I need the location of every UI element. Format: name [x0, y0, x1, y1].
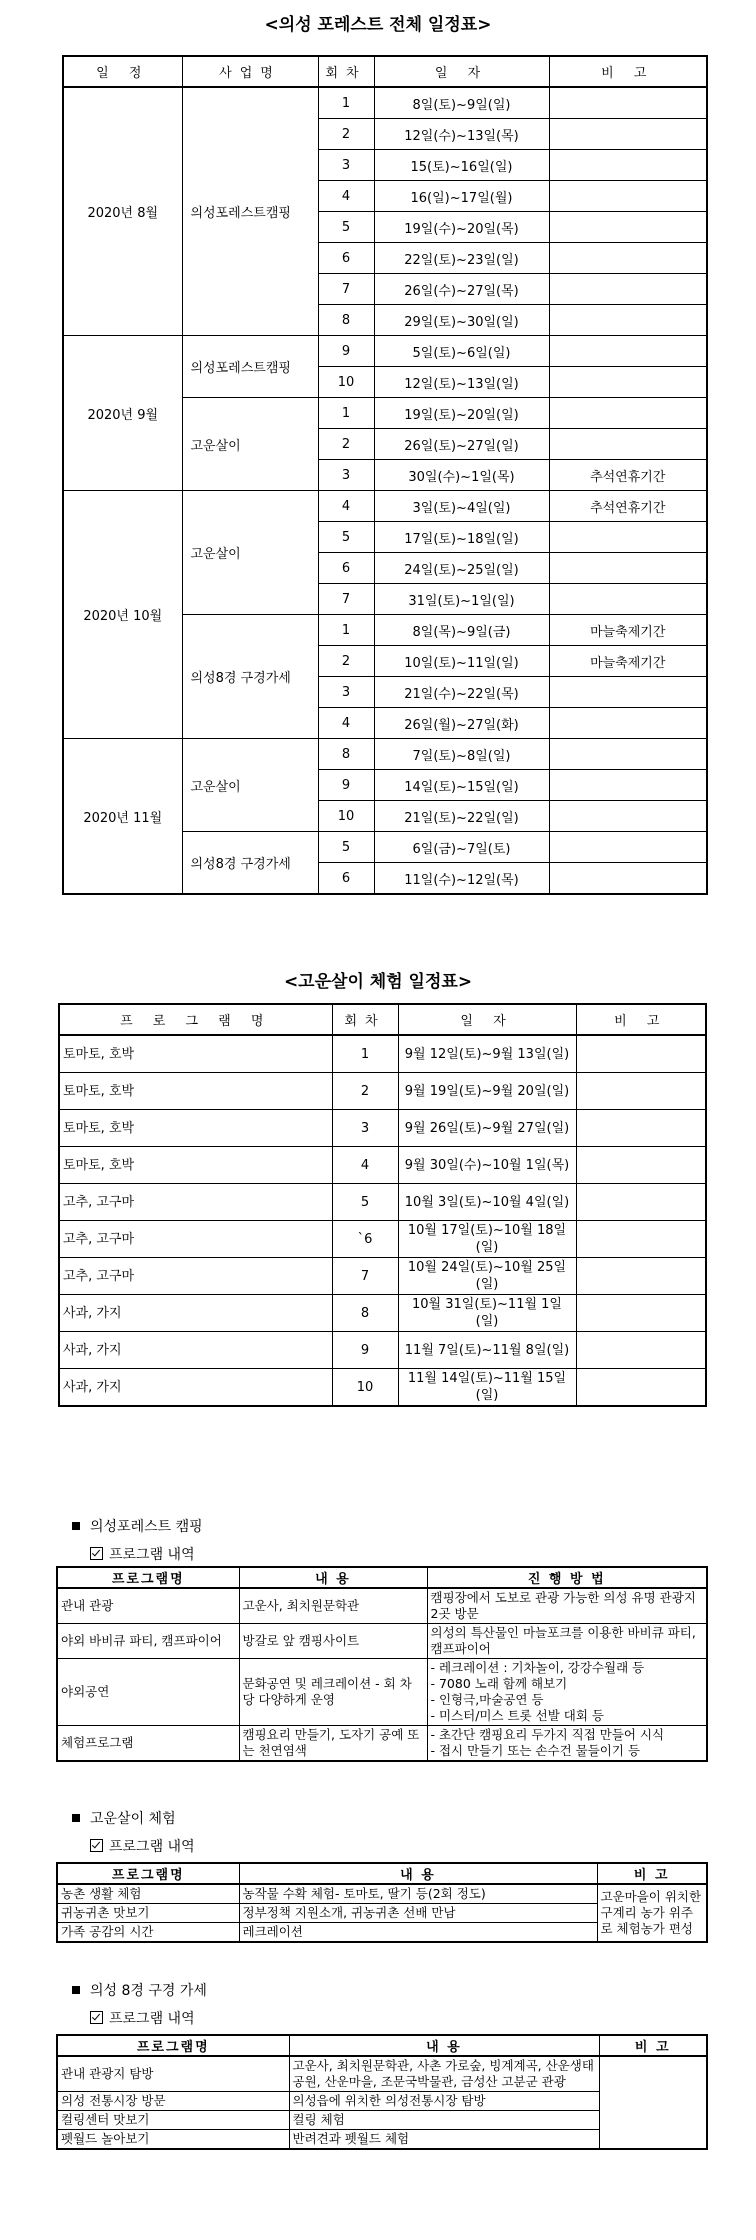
date-cell: 9월 30일(수)~10월 1일(목)	[398, 1147, 576, 1184]
table-row	[63, 87, 707, 119]
date-cell: 24일(토)~25일(일)	[374, 553, 549, 584]
note-cell	[549, 739, 707, 770]
note-cell	[576, 1073, 706, 1110]
round-cell: 1	[318, 398, 374, 429]
program-name-cell: 관내 관광지 탐방	[57, 2056, 289, 2092]
table-header-row	[63, 56, 707, 87]
schedule-goun-title: <고운살이 체험 일정표>	[283, 972, 473, 992]
method-cell: - 레크레이션 : 기차놀이, 강강수월래 등 - 7080 노래 함께 해보기 - 인형극,마술공연 등 - 미스터/미스 트롯 선발 대회 등	[427, 1659, 707, 1726]
schedule-all-title: <의성 포레스트 전체 일정표>	[264, 15, 492, 35]
column-header: 내 용	[239, 1567, 427, 1588]
date-cell: 19일(토)~20일(일)	[374, 398, 549, 429]
note-cell	[576, 1221, 706, 1258]
round-cell: 3	[318, 150, 374, 181]
date-cell: 16(일)~17일(월)	[374, 181, 549, 212]
content-cell: 방갈로 앞 캠핑사이트	[239, 1624, 427, 1659]
date-cell: 10일(토)~11일(일)	[374, 646, 549, 677]
note-cell	[576, 1184, 706, 1221]
date-cell: 22일(토)~23일(일)	[374, 243, 549, 274]
table-row	[57, 1884, 707, 1904]
table-row	[57, 1588, 707, 1624]
note-cell	[576, 1110, 706, 1147]
program-cell: 의성포레스트캠핑	[182, 336, 318, 398]
eight-heading: 의성 8경 구경 가세	[72, 1980, 207, 2000]
date-cell: 9월 12일(토)~9월 13일(일)	[398, 1035, 576, 1073]
date-cell: 21일(수)~22일(목)	[374, 677, 549, 708]
column-header: 비 고	[576, 1004, 706, 1035]
note-cell	[549, 522, 707, 553]
content-cell: 반려견과 펫월드 체험	[289, 2130, 599, 2150]
date-cell: 10월 17일(토)~10월 18일(일)	[398, 1221, 576, 1258]
program-cell: 고운살이	[182, 491, 318, 615]
table-row	[63, 491, 707, 522]
bullet-icon	[72, 1986, 80, 1994]
note-cell	[576, 1035, 706, 1073]
program-cell: 사과, 가지	[59, 1295, 332, 1332]
schedule-all-table	[62, 55, 708, 895]
note-cell	[576, 1369, 706, 1407]
checkbox-icon	[90, 1839, 103, 1852]
round-cell: 9	[318, 336, 374, 367]
note-cell	[599, 2056, 707, 2149]
note-cell	[549, 336, 707, 367]
column-header: 진 행 방 법	[427, 1567, 707, 1588]
table-header-row	[57, 2035, 707, 2056]
column-header: 일 정	[63, 56, 182, 87]
round-cell: 9	[332, 1332, 398, 1369]
date-cell: 17일(토)~18일(일)	[374, 522, 549, 553]
round-cell: 1	[332, 1035, 398, 1073]
round-cell: `6	[332, 1221, 398, 1258]
round-cell: 6	[318, 243, 374, 274]
column-header: 내 용	[239, 1863, 597, 1884]
program-cell: 고추, 고구마	[59, 1258, 332, 1295]
round-cell: 3	[318, 460, 374, 491]
program-cell: 의성포레스트캠핑	[182, 87, 318, 336]
method-cell: - 초간단 캠핑요리 두가지 직접 만들어 시식 - 접시 만들기 또는 손수건 물들이기 등	[427, 1726, 707, 1762]
program-cell: 의성8경 구경가세	[182, 615, 318, 739]
note-cell	[549, 181, 707, 212]
program-cell: 고운살이	[182, 398, 318, 491]
note-cell	[549, 274, 707, 305]
note-cell	[549, 398, 707, 429]
round-cell: 8	[318, 305, 374, 336]
round-cell: 3	[318, 677, 374, 708]
note-cell	[549, 708, 707, 739]
note-cell: 마늘축제기간	[549, 646, 707, 677]
note-cell	[549, 863, 707, 895]
note-cell	[549, 212, 707, 243]
camping-subheading: 프로그램 내역	[90, 1544, 195, 1564]
table-row	[57, 1659, 707, 1726]
round-cell: 4	[332, 1147, 398, 1184]
table-row	[57, 2056, 707, 2092]
program-cell: 고추, 고구마	[59, 1184, 332, 1221]
eight-table	[56, 2034, 708, 2150]
note-cell	[549, 584, 707, 615]
date-cell: 10월 24일(토)~10월 25일(일)	[398, 1258, 576, 1295]
program-cell: 토마토, 호박	[59, 1035, 332, 1073]
date-cell: 26일(토)~27일(일)	[374, 429, 549, 460]
date-cell: 6일(금)~7일(토)	[374, 832, 549, 863]
column-header: 내 용	[289, 2035, 599, 2056]
column-header: 프로그램명	[57, 2035, 289, 2056]
column-header: 회차	[332, 1004, 398, 1035]
program-cell: 토마토, 호박	[59, 1110, 332, 1147]
table-row	[59, 1258, 706, 1295]
date-cell: 9월 26일(토)~9월 27일(일)	[398, 1110, 576, 1147]
note-cell	[576, 1258, 706, 1295]
round-cell: 5	[318, 212, 374, 243]
round-cell: 1	[318, 615, 374, 646]
column-header: 프 로 그 램 명	[59, 1004, 332, 1035]
note-cell: 추석연휴기간	[549, 460, 707, 491]
column-header: 프로그램명	[57, 1863, 239, 1884]
note-cell	[576, 1295, 706, 1332]
round-cell: 4	[318, 708, 374, 739]
content-cell: 고운사, 최치원문학관, 사촌 가로숲, 빙계계곡, 산운생태공원, 산운마을, 조문국박물관, 금성산 고분군 관광	[289, 2056, 599, 2092]
round-cell: 2	[318, 119, 374, 150]
round-cell: 5	[318, 522, 374, 553]
round-cell: 10	[318, 367, 374, 398]
program-name-cell: 가족 공감의 시간	[57, 1923, 239, 1943]
checkbox-icon	[90, 2011, 103, 2024]
round-cell: 5	[318, 832, 374, 863]
round-cell: 4	[318, 491, 374, 522]
date-cell: 10월 31일(토)~11월 1일(일)	[398, 1295, 576, 1332]
date-cell: 8일(토)~9일(일)	[374, 87, 549, 119]
date-cell: 11월 14일(토)~11월 15일(일)	[398, 1369, 576, 1407]
program-name-cell: 펫월드 놀아보기	[57, 2130, 289, 2150]
program-cell: 사과, 가지	[59, 1369, 332, 1407]
bullet-icon	[72, 1814, 80, 1822]
table-row	[59, 1295, 706, 1332]
note-cell	[549, 677, 707, 708]
note-cell	[549, 305, 707, 336]
program-cell: 사과, 가지	[59, 1332, 332, 1369]
camping-heading: 의성포레스트 캠핑	[72, 1516, 203, 1536]
method-cell: 캠핑장에서 도보로 관광 가능한 의성 유명 관광지 2곳 방문	[427, 1588, 707, 1624]
note-cell	[549, 150, 707, 181]
column-header: 일 자	[374, 56, 549, 87]
round-cell: 7	[332, 1258, 398, 1295]
checkbox-icon	[90, 1547, 103, 1560]
date-cell: 3일(토)~4일(일)	[374, 491, 549, 522]
month-cell: 2020년 8월	[63, 87, 182, 336]
date-cell: 12일(토)~13일(일)	[374, 367, 549, 398]
table-row	[59, 1110, 706, 1147]
round-cell: 10	[332, 1369, 398, 1407]
schedule-goun-table	[58, 1003, 707, 1407]
content-cell: 농작물 수확 체험- 토마토, 딸기 등(2회 정도)	[239, 1884, 597, 1904]
program-name-cell: 야외공연	[57, 1659, 239, 1726]
round-cell: 6	[318, 863, 374, 895]
program-cell: 고운살이	[182, 739, 318, 832]
date-cell: 14일(토)~15일(일)	[374, 770, 549, 801]
table-row	[63, 336, 707, 367]
program-cell: 고추, 고구마	[59, 1221, 332, 1258]
content-cell: 고운사, 최치원문학관	[239, 1588, 427, 1624]
program-name-cell: 체험프로그램	[57, 1726, 239, 1762]
table-row	[59, 1184, 706, 1221]
program-cell: 토마토, 호박	[59, 1147, 332, 1184]
date-cell: 5일(토)~6일(일)	[374, 336, 549, 367]
note-cell	[549, 87, 707, 119]
program-name-cell: 관내 관광	[57, 1588, 239, 1624]
month-cell: 2020년 11월	[63, 739, 182, 895]
method-cell: 의성의 특산물인 마늘포크를 이용한 바비큐 파티, 캠프파이어	[427, 1624, 707, 1659]
camping-table	[56, 1566, 708, 1762]
round-cell: 2	[318, 646, 374, 677]
table-row	[59, 1147, 706, 1184]
column-header: 비 고	[549, 56, 707, 87]
date-cell: 21일(토)~22일(일)	[374, 801, 549, 832]
round-cell: 3	[332, 1110, 398, 1147]
table-row	[57, 1624, 707, 1659]
table-header-row	[57, 1567, 707, 1588]
round-cell: 5	[332, 1184, 398, 1221]
round-cell: 1	[318, 87, 374, 119]
round-cell: 2	[332, 1073, 398, 1110]
table-header-row	[59, 1004, 706, 1035]
content-cell: 컬링 체험	[289, 2111, 599, 2130]
note-cell	[549, 832, 707, 863]
goun-subheading: 프로그램 내역	[90, 1836, 195, 1856]
round-cell: 6	[318, 553, 374, 584]
content-cell: 문화공연 및 레크레이션 - 회 차당 다양하게 운영	[239, 1659, 427, 1726]
round-cell: 10	[318, 801, 374, 832]
date-cell: 31일(토)~1일(일)	[374, 584, 549, 615]
goun-heading: 고운살이 체험	[72, 1808, 176, 1828]
round-cell: 8	[332, 1295, 398, 1332]
date-cell: 15(토)~16일(일)	[374, 150, 549, 181]
month-cell: 2020년 10월	[63, 491, 182, 739]
note-cell	[549, 429, 707, 460]
date-cell: 11일(수)~12일(목)	[374, 863, 549, 895]
note-cell	[549, 367, 707, 398]
table-row	[59, 1073, 706, 1110]
program-name-cell: 귀농귀촌 맛보기	[57, 1904, 239, 1923]
table-header-row	[57, 1863, 707, 1884]
table-row	[59, 1035, 706, 1073]
date-cell: 26일(수)~27일(목)	[374, 274, 549, 305]
note-cell: 마늘축제기간	[549, 615, 707, 646]
note-cell	[549, 770, 707, 801]
round-cell: 4	[318, 181, 374, 212]
column-header: 프로그램명	[57, 1567, 239, 1588]
table-row	[59, 1221, 706, 1258]
program-name-cell: 야외 바비큐 파티, 캠프파이어	[57, 1624, 239, 1659]
note-cell: 고운마을이 위치한 구계리 농가 위주로 체험농가 편성	[597, 1884, 707, 1942]
date-cell: 9월 19일(토)~9월 20일(일)	[398, 1073, 576, 1110]
content-cell: 의성읍에 위치한 의성전통시장 탐방	[289, 2092, 599, 2111]
table-row	[59, 1332, 706, 1369]
round-cell: 7	[318, 584, 374, 615]
program-cell: 의성8경 구경가세	[182, 832, 318, 895]
note-cell	[549, 119, 707, 150]
date-cell: 29일(토)~30일(일)	[374, 305, 549, 336]
content-cell: 정부정책 지원소개, 귀농귀촌 선배 만남	[239, 1904, 597, 1923]
goun-table	[56, 1862, 708, 1943]
date-cell: 10월 3일(토)~10월 4일(일)	[398, 1184, 576, 1221]
bullet-icon	[72, 1522, 80, 1530]
round-cell: 7	[318, 274, 374, 305]
table-row	[63, 739, 707, 770]
date-cell: 11월 7일(토)~11월 8일(일)	[398, 1332, 576, 1369]
column-header: 일 자	[398, 1004, 576, 1035]
note-cell	[549, 243, 707, 274]
note-cell	[576, 1332, 706, 1369]
program-name-cell: 컬링센터 맛보기	[57, 2111, 289, 2130]
column-header: 비 고	[599, 2035, 707, 2056]
program-name-cell: 의성 전통시장 방문	[57, 2092, 289, 2111]
round-cell: 2	[318, 429, 374, 460]
round-cell: 8	[318, 739, 374, 770]
table-row	[57, 1726, 707, 1762]
date-cell: 26일(월)~27일(화)	[374, 708, 549, 739]
month-cell: 2020년 9월	[63, 336, 182, 491]
table-row	[59, 1369, 706, 1407]
round-cell: 9	[318, 770, 374, 801]
date-cell: 12일(수)~13일(목)	[374, 119, 549, 150]
note-cell	[549, 801, 707, 832]
content-cell: 캠핑요리 만들기, 도자기 공예 또는 천연염색	[239, 1726, 427, 1762]
program-name-cell: 농촌 생활 체험	[57, 1884, 239, 1904]
eight-subheading: 프로그램 내역	[90, 2008, 195, 2028]
date-cell: 30일(수)~1일(목)	[374, 460, 549, 491]
column-header: 비 고	[597, 1863, 707, 1884]
column-header: 회차	[318, 56, 374, 87]
date-cell: 7일(토)~8일(일)	[374, 739, 549, 770]
date-cell: 19일(수)~20일(목)	[374, 212, 549, 243]
date-cell: 8일(목)~9일(금)	[374, 615, 549, 646]
note-cell	[576, 1147, 706, 1184]
program-cell: 토마토, 호박	[59, 1073, 332, 1110]
column-header: 사업명	[182, 56, 318, 87]
content-cell: 레크레이션	[239, 1923, 597, 1943]
note-cell: 추석연휴기간	[549, 491, 707, 522]
note-cell	[549, 553, 707, 584]
